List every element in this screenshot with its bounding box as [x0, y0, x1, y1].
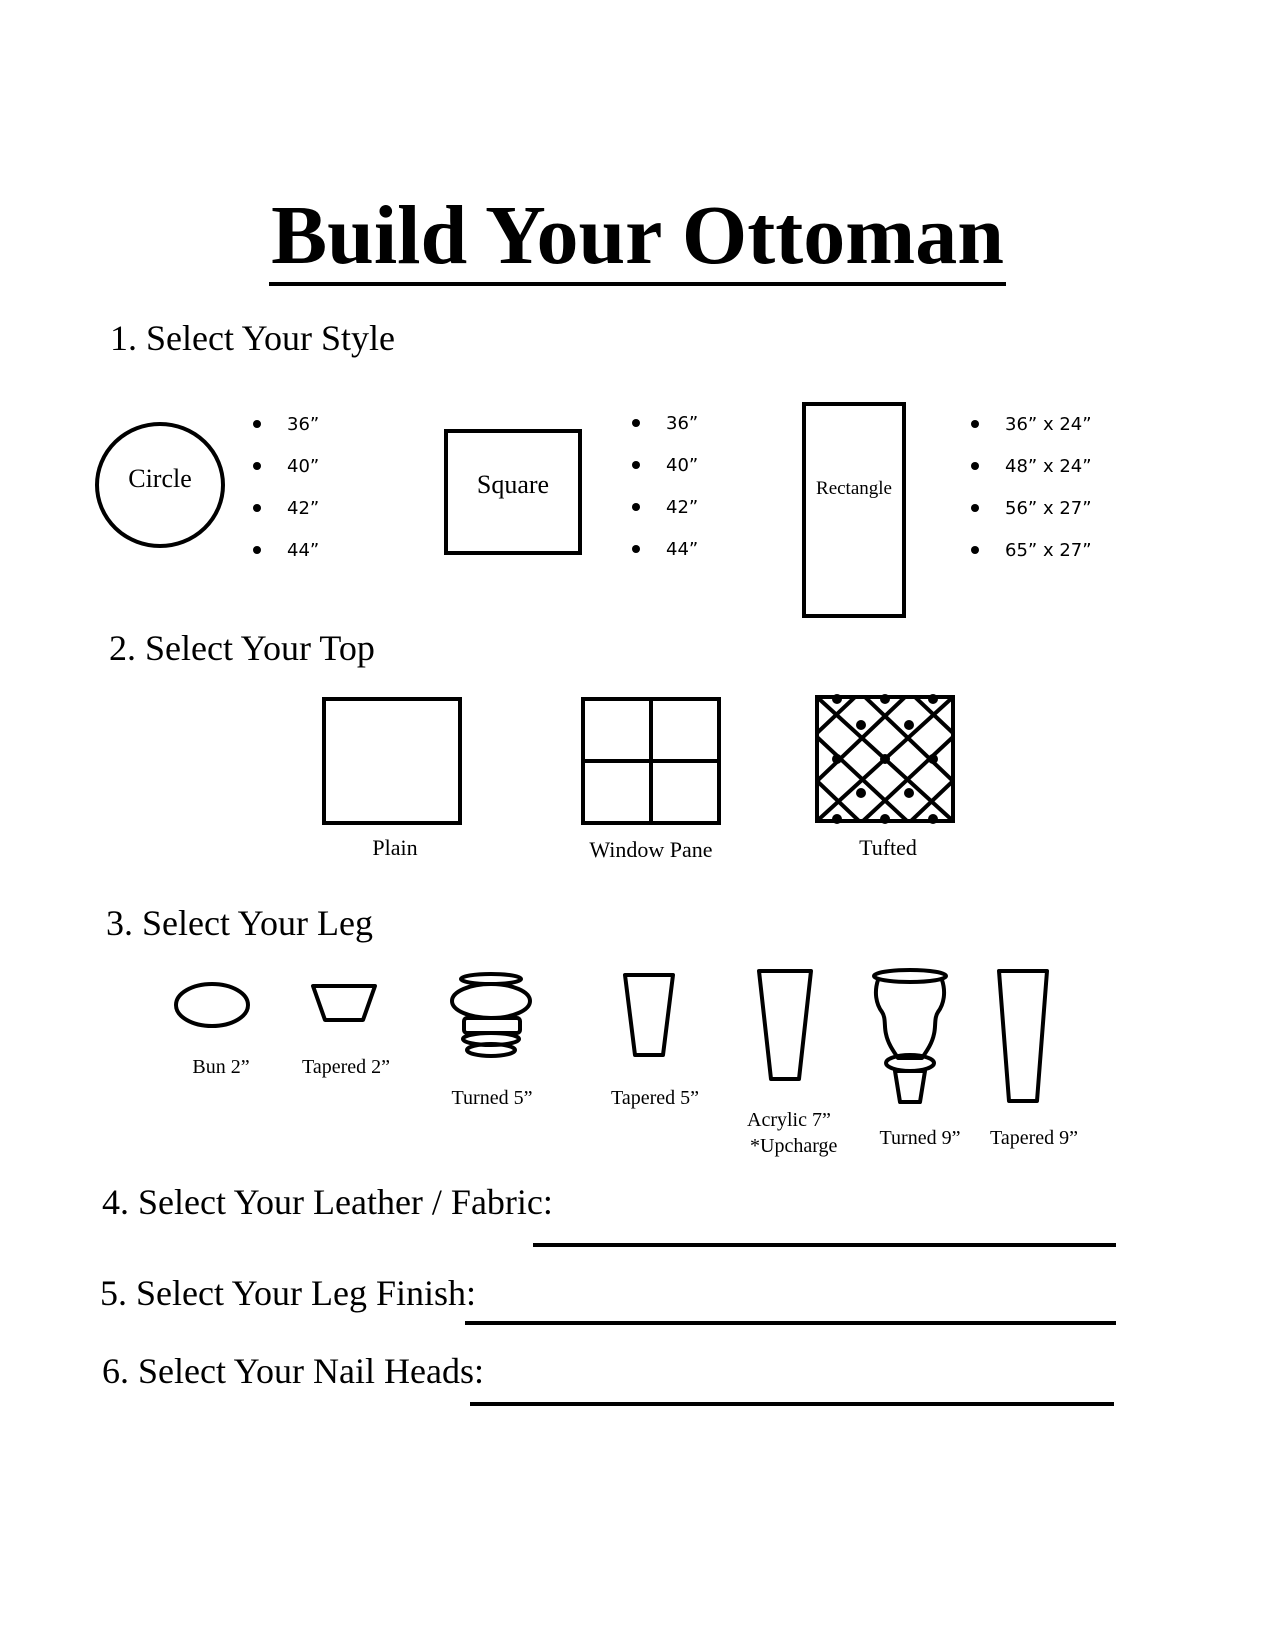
rectangle-size-option[interactable]: 56” x 27”	[971, 496, 1092, 538]
step6-heading: 6. Select Your Nail Heads:	[102, 1351, 484, 1391]
step1-heading: 1. Select Your Style	[110, 318, 396, 358]
square-size-option[interactable]: 40”	[632, 453, 698, 495]
square-label: Square	[476, 470, 550, 499]
bun-leg-icon[interactable]	[174, 981, 250, 1029]
circle-label: Circle	[128, 464, 192, 493]
circle-size-option[interactable]: 44”	[253, 538, 319, 580]
rectangle-size-list	[971, 412, 1092, 580]
rectangle-size-option[interactable]: 65” x 27”	[971, 538, 1092, 580]
tapered-5-leg-icon[interactable]	[621, 971, 677, 1059]
window-pane-top-shape[interactable]	[581, 697, 721, 825]
step3-heading: 3. Select Your Leg	[106, 903, 373, 943]
rectangle-label: Rectangle	[816, 478, 892, 499]
rectangle-size-option[interactable]: 36” x 24”	[971, 412, 1092, 454]
rectangle-size-option[interactable]: 48” x 24”	[971, 454, 1092, 496]
leather-fabric-input-line[interactable]	[533, 1243, 1116, 1247]
step5-heading: 5. Select Your Leg Finish:	[100, 1273, 477, 1313]
circle-size-option[interactable]: 40”	[253, 454, 319, 496]
square-size-list	[632, 411, 698, 579]
turned-9-leg-icon[interactable]	[870, 968, 950, 1106]
tapered-2-leg-label: Tapered 2”	[302, 1056, 390, 1078]
tapered-2-leg-icon[interactable]	[311, 982, 377, 1024]
tapered-9-leg-icon[interactable]	[995, 967, 1051, 1105]
leg-finish-input-line[interactable]	[465, 1321, 1116, 1325]
tufted-top-label: Tufted	[859, 835, 917, 860]
upcharge-note: *Upcharge	[750, 1135, 838, 1157]
circle-size-option[interactable]: 42”	[253, 496, 319, 538]
rectangle-style-shape[interactable]	[802, 402, 906, 618]
nail-heads-input-line[interactable]	[470, 1402, 1114, 1406]
turned-5-leg-icon[interactable]	[449, 970, 533, 1060]
step2-heading: 2. Select Your Top	[109, 628, 375, 668]
tapered-9-leg-label: Tapered 9”	[990, 1127, 1078, 1149]
square-size-option[interactable]: 36”	[632, 411, 698, 453]
window-pane-top-label: Window Pane	[589, 837, 713, 862]
turned-5-leg-label: Turned 5”	[451, 1087, 533, 1109]
page-title: Build Your Ottoman	[0, 188, 1275, 284]
plain-top-shape[interactable]	[322, 697, 462, 825]
square-size-option[interactable]: 42”	[632, 495, 698, 537]
acrylic-7-leg-icon[interactable]	[755, 967, 815, 1083]
plain-top-label: Plain	[372, 835, 418, 860]
square-size-option[interactable]: 44”	[632, 537, 698, 579]
turned-9-leg-label: Turned 9”	[879, 1127, 961, 1149]
circle-size-list	[253, 412, 319, 580]
tufted-top-shape[interactable]	[815, 695, 955, 823]
tapered-5-leg-label: Tapered 5”	[611, 1087, 699, 1109]
acrylic-7-leg-label: Acrylic 7”	[747, 1109, 831, 1131]
circle-size-option[interactable]: 36”	[253, 412, 319, 454]
bun-leg-label: Bun 2”	[192, 1056, 250, 1078]
step4-heading: 4. Select Your Leather / Fabric:	[102, 1182, 553, 1222]
